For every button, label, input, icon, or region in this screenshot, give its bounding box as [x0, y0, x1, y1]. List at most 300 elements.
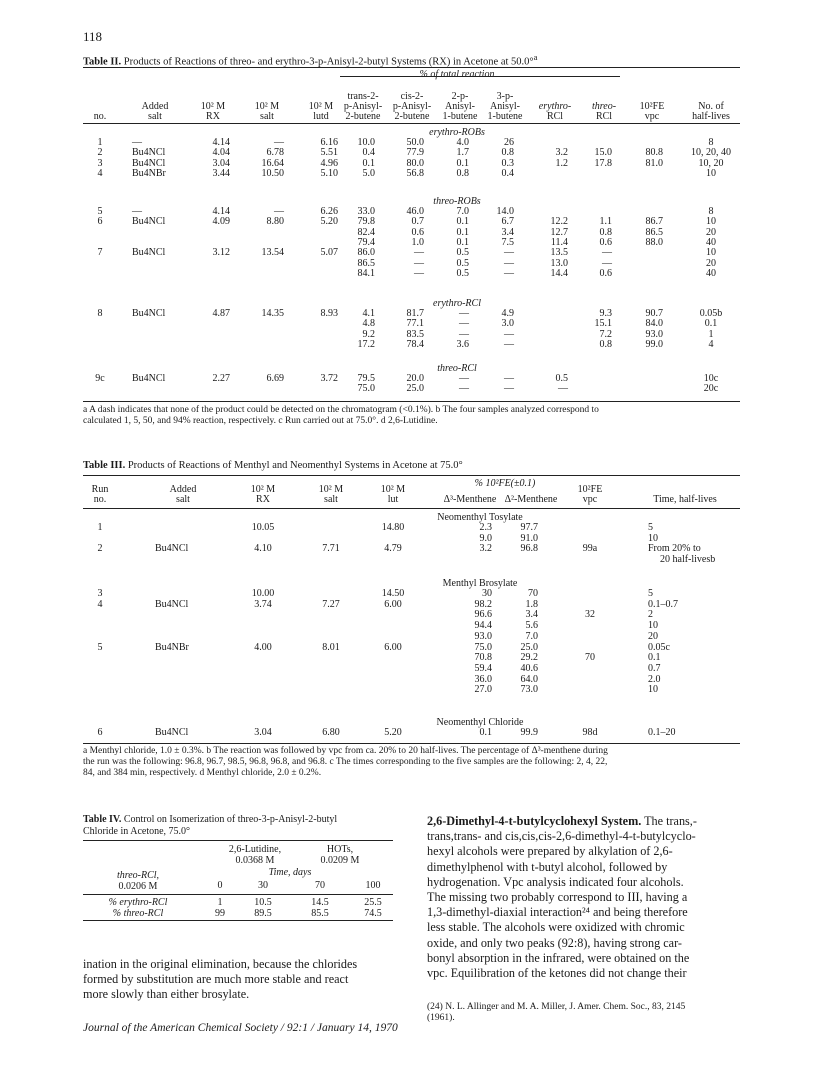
table2-header-added_salt-line-0: Added — [141, 101, 169, 112]
table3-label: Table III. — [83, 460, 126, 471]
table2-cell: Bu4NCl — [132, 216, 166, 228]
table2-cell: 4 — [708, 338, 714, 350]
table2-header-p2-line-0: cis-2- — [400, 91, 424, 102]
table3-cell: Bu4NCl — [155, 543, 189, 555]
table2-cell: 3.04 — [212, 157, 230, 169]
table2-header-fe-line-1: vpc — [644, 111, 660, 122]
table2-cell: 88.0 — [645, 236, 663, 248]
table2-cell: 6 — [97, 216, 103, 228]
table2-cell: 10 — [706, 247, 716, 259]
table2-caption-text: Products of Reactions of threo- and erythro-3-p-Anisyl-2-butyl Systems (RX) in Acetone at 50.0° — [123, 56, 534, 68]
table2-cell: 4.96 — [320, 157, 338, 169]
table2-cell: 12.7 — [550, 226, 568, 238]
table2-cell: Bu4NCl — [132, 157, 166, 169]
table2-cell: 0.1 — [456, 236, 469, 248]
table2-cell: 0.6 — [599, 236, 612, 248]
table2-cell: 0.1 — [456, 216, 469, 228]
table2-cell: 3.2 — [555, 147, 568, 159]
table3-cell: 96.6 — [474, 609, 492, 621]
table2-cell: 2 — [97, 147, 103, 159]
table3-cell: 10 — [648, 620, 658, 632]
table2-cell: 6.16 — [320, 137, 338, 148]
table3-cell: 0.1 — [479, 727, 492, 738]
table2-cell: 9.3 — [599, 308, 612, 319]
table3-cell: 94.4 — [474, 620, 492, 632]
table3-cell: 14.50 — [381, 588, 405, 599]
table3-section-title: Menthyl Brosylate — [442, 578, 518, 589]
table2-cell: 5.51 — [320, 147, 338, 159]
table2-header-salt-line-0: 10² M — [254, 101, 280, 112]
table2-cell: 33.0 — [357, 206, 375, 217]
table4-caption — [83, 814, 337, 825]
table3-cell: 1 — [97, 522, 103, 533]
table3-header-salt-line-0: 10² M — [318, 484, 344, 495]
table4-lutidine-conc: 0.0368 M — [235, 855, 275, 866]
right-text-line: The missing two probably correspond to III, having a — [427, 890, 688, 904]
table3-cell: 0.1 — [648, 652, 661, 664]
table2-cell: 80.8 — [645, 147, 663, 159]
table3-cell: 3.2 — [479, 543, 492, 555]
table2-cell: 10, 20 — [698, 157, 724, 169]
table2-cell: 79.4 — [357, 236, 375, 248]
table2-cell: 5.10 — [320, 167, 338, 179]
table4-hots-conc: 0.0209 M — [320, 855, 360, 866]
table3-footnote-3: 84, and 384 min, respectively. d Menthyl chloride, 2.0 ± 0.2%. — [83, 768, 322, 778]
table2-cell: 26 — [504, 137, 514, 148]
table2-cell: 2.27 — [212, 373, 230, 384]
table2-cell: — — [504, 247, 514, 259]
table3-span-header: % 10²FE(±0.1) — [474, 478, 536, 489]
table3-cell: 25.0 — [520, 641, 538, 653]
table2-cell: 5.0 — [362, 167, 375, 179]
table3-caption — [83, 460, 463, 471]
table3-cell: 29.2 — [520, 652, 538, 664]
table2-cell: 7.5 — [501, 236, 514, 248]
table3-header-salt-line-1: salt — [324, 494, 338, 505]
table2-cell: 20 — [706, 257, 716, 269]
table3-header-run-line-1: no. — [93, 494, 107, 505]
table2-cell: 3.6 — [456, 338, 469, 350]
table2-cell: 4.09 — [212, 216, 230, 228]
table2-section-title: erythro-ROBs — [429, 127, 485, 138]
table3-cell: 0.1–0.7 — [648, 598, 678, 610]
right-text-line: 1,3-dimethyl-diaxial interaction²⁴ and being therefore — [427, 905, 688, 920]
table3-header-rx-line-0: 10² M — [250, 484, 276, 495]
table3-cell: 7.0 — [525, 630, 538, 642]
table2-cell: 14.4 — [550, 267, 568, 279]
table3-cell: 0.7 — [648, 662, 661, 674]
table2-cell: — — [504, 383, 514, 395]
table4-row-label: % threo-RCl — [112, 908, 164, 919]
table3-cell: 1.8 — [525, 598, 538, 610]
table3-cell: 98.2 — [474, 598, 492, 610]
table2-header-no-line-0: no. — [93, 111, 107, 122]
table2-cell: 6.69 — [266, 373, 284, 384]
table3-cell: Bu4NCl — [155, 598, 189, 610]
table2-cell: — — [602, 247, 612, 259]
table2-cell: — — [274, 206, 284, 217]
table3-cell: 6 — [97, 727, 103, 738]
table2-cell: 13.0 — [550, 257, 568, 269]
table2-cell: 13.5 — [550, 247, 568, 259]
table2-cell: 4.0 — [456, 137, 469, 148]
table2-cell: 20 — [706, 226, 716, 238]
table3-header-added-line-0: Added — [169, 484, 197, 495]
table2-section-title: erythro-RCl — [433, 298, 481, 309]
table2-cell: 46.0 — [406, 206, 424, 217]
table2-cell: 83.5 — [406, 328, 424, 340]
table4-cell: 99 — [215, 908, 225, 919]
table3-section-title: Neomenthyl Tosylate — [437, 512, 523, 523]
table2-cell: 6.78 — [266, 147, 284, 159]
table4-col1-header: threo-RCl, — [116, 870, 160, 881]
right-text-line: vpc. Equilibration of the ketones did not change their — [427, 966, 687, 980]
table2-cell: — — [459, 328, 469, 340]
journal-footer: Journal of the American Chemical Society / 92:1 / January 14, 1970 — [83, 1022, 398, 1034]
table2-cell: — — [504, 267, 514, 279]
table2-cell: 9c — [95, 373, 105, 384]
table3-cell: 6.80 — [322, 727, 340, 738]
table3-cell: 3.4 — [525, 609, 538, 621]
table2-cell: 84.0 — [645, 318, 663, 330]
table2-cell: 0.3 — [501, 157, 514, 169]
table3-header-d3-line-0: Δ³-Menthene — [443, 494, 497, 505]
table3-cell: 10.00 — [251, 588, 275, 599]
table2-cell: 0.5 — [456, 267, 469, 279]
table2-cell: 3.72 — [320, 373, 338, 384]
table3-section-title: Neomenthyl Chloride — [436, 717, 524, 728]
table4-cell: 85.5 — [311, 908, 329, 919]
table2-header-thr-line-1: RCl — [595, 111, 613, 122]
table2-cell: 0.8 — [599, 338, 612, 350]
table3-cell: 2.3 — [479, 522, 492, 533]
table2-cell: 40 — [706, 236, 716, 248]
table2-cell: 90.7 — [645, 308, 663, 319]
table2-header-p3-line-0: 2-p- — [451, 91, 469, 102]
table2-cell: 3.44 — [212, 167, 230, 179]
table3-cell: 7.71 — [322, 543, 340, 555]
right-text-line: trans,trans- and cis,cis,cis-2,6-dimethyl-4-t-butylcyclo- — [427, 829, 696, 844]
table4-cell: 10.5 — [254, 897, 272, 908]
table2-header-p2-line-2: 2-butene — [394, 111, 430, 122]
table2-cell: 7.0 — [456, 206, 469, 217]
table2-header-rx-line-0: 10² M — [200, 101, 226, 112]
table4-day: 0 — [217, 880, 223, 891]
table2-cell: 78.4 — [406, 338, 424, 350]
table3-cell: Bu4NBr — [155, 641, 189, 653]
table2-header-ery-line-1: RCl — [546, 111, 564, 122]
table3-cell: 97.7 — [520, 522, 538, 533]
table2-span-rule — [340, 76, 620, 77]
table3-cell: 59.4 — [474, 662, 492, 674]
table3-cell: 3 — [97, 588, 103, 599]
table4-cell: 89.5 — [254, 908, 272, 919]
table2-cell: 93.0 — [645, 328, 663, 340]
table2-cell: 4 — [97, 167, 103, 179]
table3-cell: 70.8 — [474, 652, 492, 664]
table2-cell: 8 — [97, 308, 103, 319]
table2-cell: 50.0 — [406, 137, 424, 148]
table2-header-p1-line-1: p-Anisyl- — [343, 101, 383, 112]
table2-cell: 7 — [97, 247, 103, 259]
table2-cell: 16.64 — [261, 157, 284, 169]
table3-cell: 99a — [582, 543, 598, 555]
table2-cell: 15.1 — [594, 318, 612, 330]
table3-cell: 73.0 — [520, 684, 538, 696]
table3-cell: 4 — [97, 598, 103, 610]
table2-cell: 0.8 — [456, 167, 469, 179]
table2-cell: 4.87 — [212, 308, 230, 319]
table2-cell: — — [459, 308, 469, 319]
table2-cell: 10c — [703, 373, 719, 384]
table3-cell: 75.0 — [474, 641, 492, 653]
table2-bottom-rule — [83, 401, 740, 402]
table2-cell: 3.0 — [501, 318, 514, 330]
table2-cell: 0.1 — [362, 157, 375, 169]
table3-cell: 40.6 — [520, 662, 538, 674]
table2-header-p4-line-0: 3-p- — [496, 91, 514, 102]
table2-cell: 14.35 — [261, 308, 284, 319]
table3-cell: 36.0 — [474, 673, 492, 685]
table3-cell: 6.00 — [384, 598, 402, 610]
table3-cell: 30 — [482, 588, 492, 599]
table2-cell: 3.12 — [212, 247, 230, 259]
table2-cell: 10 — [706, 216, 716, 228]
table2-cell: 3 — [97, 157, 103, 169]
table2-header-fe-line-0: 10²FE — [639, 101, 665, 112]
table3-cell: 27.0 — [474, 684, 492, 696]
table3-cell: 2.0 — [648, 673, 661, 685]
table2-cell: 5 — [97, 206, 103, 217]
table3-header-run-line-0: Run — [91, 484, 109, 495]
table2-cell: Bu4NCl — [132, 247, 166, 259]
table2-cell: 17.2 — [357, 338, 375, 350]
table4-label: Table IV. — [83, 814, 122, 825]
table2-header-lut-line-0: 10² M — [308, 101, 334, 112]
table2-cell: 0.1 — [704, 318, 718, 330]
table3-cell: 2 — [648, 609, 653, 621]
right-text-line: dimethylphenol with t-butyl alcohol, followed by — [427, 859, 668, 874]
table3-header-d2-line-0: Δ²-Menthene — [504, 494, 558, 505]
table2-cell: 6.26 — [320, 206, 338, 217]
table2-cell: 4.9 — [501, 308, 514, 319]
section-heading: 2,6-Dimethyl-4-t-butylcyclohexyl System. — [427, 814, 642, 828]
table2-cell: 1 — [708, 328, 714, 340]
table2-cell: 77.1 — [406, 318, 424, 330]
table3-cell: 20 half-livesb — [660, 554, 716, 566]
table2-cell: 81.7 — [406, 308, 424, 319]
table2-caption — [83, 52, 537, 68]
table2-cell: — — [602, 257, 612, 269]
table2-cell: — — [132, 206, 142, 217]
table2-cell: 4.14 — [212, 137, 230, 148]
table2-header-ery-line-0: erythro- — [538, 101, 572, 112]
table2-cell: 0.4 — [362, 147, 375, 159]
table2-cell: 10.0 — [357, 137, 375, 148]
table2-header-hl-line-1: half-lives — [692, 111, 730, 122]
table2-cell: 8 — [708, 206, 714, 217]
table3-cell: 10.05 — [251, 522, 275, 533]
table2-cell: 8.93 — [320, 308, 338, 319]
table3-cell: 6.00 — [384, 641, 402, 653]
left-text-line: ination in the original elimination, because the chlorides — [83, 957, 358, 971]
table2-cell: — — [414, 267, 424, 279]
section-text-start: The trans,- — [641, 814, 697, 828]
table3-cell: 5.20 — [384, 727, 402, 738]
table2-cell: 20c — [703, 383, 719, 395]
table2-cell: 79.8 — [357, 216, 375, 228]
table2-cell: 86.5 — [645, 226, 663, 238]
table4-hots-header: HOTs, — [326, 844, 354, 855]
table2-cell: 0.8 — [599, 226, 612, 238]
table4-cell: 74.5 — [364, 908, 382, 919]
table3-cell: 8.01 — [322, 641, 340, 653]
table3-cell: 20 — [648, 630, 658, 642]
table2-header-p4-line-1: Anisyl- — [490, 101, 520, 112]
table2-cell: 86.7 — [645, 216, 663, 228]
table3-header-fe-line-1: vpc — [582, 494, 598, 505]
table2-header-rx-line-1: RX — [206, 111, 220, 122]
table3-cell: 10 — [648, 684, 658, 696]
table4-day: 30 — [258, 880, 268, 891]
table2-header-rule — [83, 123, 740, 124]
table2-footnote-1: a A dash indicates that none of the product could be detected on the chromatogram (<0.1%). b The four samples analyzed correspond to — [83, 405, 599, 415]
table2-header-p1-line-0: trans-2- — [347, 91, 379, 102]
table3-cell: 91.0 — [520, 532, 538, 544]
table2-cell: 86.0 — [357, 247, 375, 259]
table2-header-p4-line-2: 1-butene — [487, 111, 523, 122]
table2-cell: 0.05b — [699, 308, 723, 319]
table3-caption-text: Products of Reactions of Menthyl and Neomenthyl Systems in Acetone at 75.0° — [127, 460, 463, 471]
table2-header-p3-line-1: Anisyl- — [445, 101, 475, 112]
table3-header-added-line-1: salt — [176, 494, 190, 505]
table2-cell: 14.0 — [496, 206, 514, 217]
right-text-line-0 — [427, 814, 697, 829]
table3-cell: Bu4NCl — [155, 727, 189, 738]
table3-cell: 7.27 — [322, 598, 340, 610]
table2-cell: 10, 20, 40 — [691, 147, 731, 159]
table2-cell: 0.1 — [456, 226, 469, 238]
table3-cell: 0.1–20 — [648, 727, 676, 738]
table3-cell: 3.74 — [254, 598, 272, 610]
table2-cell: 40 — [706, 267, 716, 279]
table2-cell: — — [414, 257, 424, 269]
table3-cell: 9.0 — [479, 532, 492, 544]
table2-label: Table II. — [83, 56, 122, 68]
page-number: 118 — [83, 29, 103, 44]
table2-footnote-2: calculated 1, 5, 50, and 94% reaction, respectively. c Run carried out at 75.0°. d 2,6-Lutidine. — [83, 416, 438, 426]
table3-header-fe-line-0: 10²FE — [577, 484, 603, 495]
table2-cell: 82.4 — [357, 226, 375, 238]
table2-cell: 1.7 — [456, 147, 469, 159]
table2-cell: — — [504, 257, 514, 269]
left-text-line: more slowly than either brosylate. — [83, 987, 250, 1002]
table2-top-rule — [83, 67, 740, 68]
table2-cell: 0.6 — [411, 226, 424, 238]
table3-cell: 4.79 — [384, 543, 402, 555]
table2-header-p1-line-2: 2-butene — [345, 111, 381, 122]
table2-cell: 0.1 — [456, 157, 469, 169]
table2-header-hl-line-0: No. of — [698, 101, 724, 112]
table2-caption-sup: a — [533, 52, 538, 62]
table3-cell: 2 — [97, 543, 103, 555]
table3-cell: From 20% to — [648, 543, 701, 555]
table2-cell: 1.1 — [599, 216, 612, 228]
table2-cell: — — [459, 373, 469, 384]
table3-cell: 4.00 — [254, 641, 272, 653]
table2-cell: 99.0 — [645, 338, 663, 350]
table2-cell: 0.5 — [555, 373, 568, 384]
table2-cell: 8 — [708, 137, 714, 148]
table4-top-rule — [83, 840, 393, 841]
table2-cell: 10 — [706, 167, 716, 179]
table2-cell: 7.2 — [599, 328, 612, 340]
table4-cell: 25.5 — [364, 897, 382, 908]
table2-cell: 1.2 — [555, 157, 568, 169]
table3-footnote-1: a Menthyl chloride, 1.0 ± 0.3%. b The reaction was followed by vpc from ca. 20% to 20 half-lives. The percentage of Δ³-menthene during — [83, 746, 608, 756]
table2-cell: 79.5 — [357, 373, 375, 384]
table2-cell: 75.0 — [357, 383, 375, 395]
table2-cell: 0.5 — [456, 247, 469, 259]
left-text-line: formed by substitution are much more stable and react — [83, 972, 349, 987]
table4-caption-line2: Chloride in Acetone, 75.0° — [83, 826, 191, 837]
table4-bottom-rule — [83, 920, 393, 921]
table4-lutidine-header: 2,6-Lutidine, — [228, 844, 282, 855]
table3-cell: 4.10 — [254, 543, 272, 555]
table3-cell: 32 — [585, 609, 595, 621]
table2-header-p3-line-2: 1-butene — [442, 111, 478, 122]
table2-header-lut-line-1: lutd — [313, 111, 329, 122]
table2-cell: 6.7 — [501, 216, 514, 228]
table3-footnote-2: the run was the following: 96.8, 96.7, 98.5, 96.8, 96.8, and 96.8. c The times corresponding to the five samples are the following: 2, 4, 22, — [83, 757, 608, 767]
table2-cell: 4.8 — [362, 318, 375, 330]
table4-time-header: Time, days — [268, 867, 312, 878]
right-text-line: hydrogenation. Vpc analysis indicated four alcohols. — [427, 874, 684, 889]
table2-cell: — — [132, 137, 142, 148]
table2-cell: — — [414, 247, 424, 259]
table2-cell: 84.1 — [357, 267, 375, 279]
table2-cell: — — [459, 318, 469, 330]
table3-header-lut-line-1: lut — [387, 494, 399, 505]
table3-cell: 64.0 — [520, 673, 538, 685]
table2-cell: 13.54 — [261, 247, 284, 259]
table2-cell: 10.50 — [261, 167, 284, 179]
table3-cell: 5 — [648, 588, 653, 599]
reference-24-cont: (1961). — [427, 1013, 455, 1023]
table4-caption-line1: Control on Isomerization of threo-3-p-Anisyl-2-butyl — [123, 814, 338, 825]
table3-cell: 5.6 — [525, 620, 538, 632]
table4-mid-rule — [83, 894, 393, 895]
table2-cell: 9.2 — [362, 328, 375, 340]
table3-bottom-rule — [83, 743, 740, 744]
table3-cell: 14.80 — [381, 522, 405, 533]
table3-top-rule — [83, 475, 740, 476]
table2-cell: — — [558, 383, 568, 395]
table2-cell: 81.0 — [645, 157, 663, 169]
table3-header-rule — [83, 508, 740, 509]
table2-cell: Bu4NBr — [132, 167, 166, 179]
right-text-line: less stable. The alcohols were oxidized with chromic — [427, 920, 685, 935]
table2-cell: — — [504, 328, 514, 340]
table2-section-title: threo-ROBs — [433, 196, 481, 207]
table2-cell: Bu4NCl — [132, 373, 166, 384]
table2-cell: — — [504, 373, 514, 384]
table2-cell: 25.0 — [406, 383, 424, 395]
table3-header-rx-line-1: RX — [256, 494, 270, 505]
table2-cell: 4.04 — [212, 147, 230, 159]
table2-cell: 5.07 — [320, 247, 338, 259]
right-text-line: oxide, and only two peaks (92:8), having strong car- — [427, 935, 682, 950]
